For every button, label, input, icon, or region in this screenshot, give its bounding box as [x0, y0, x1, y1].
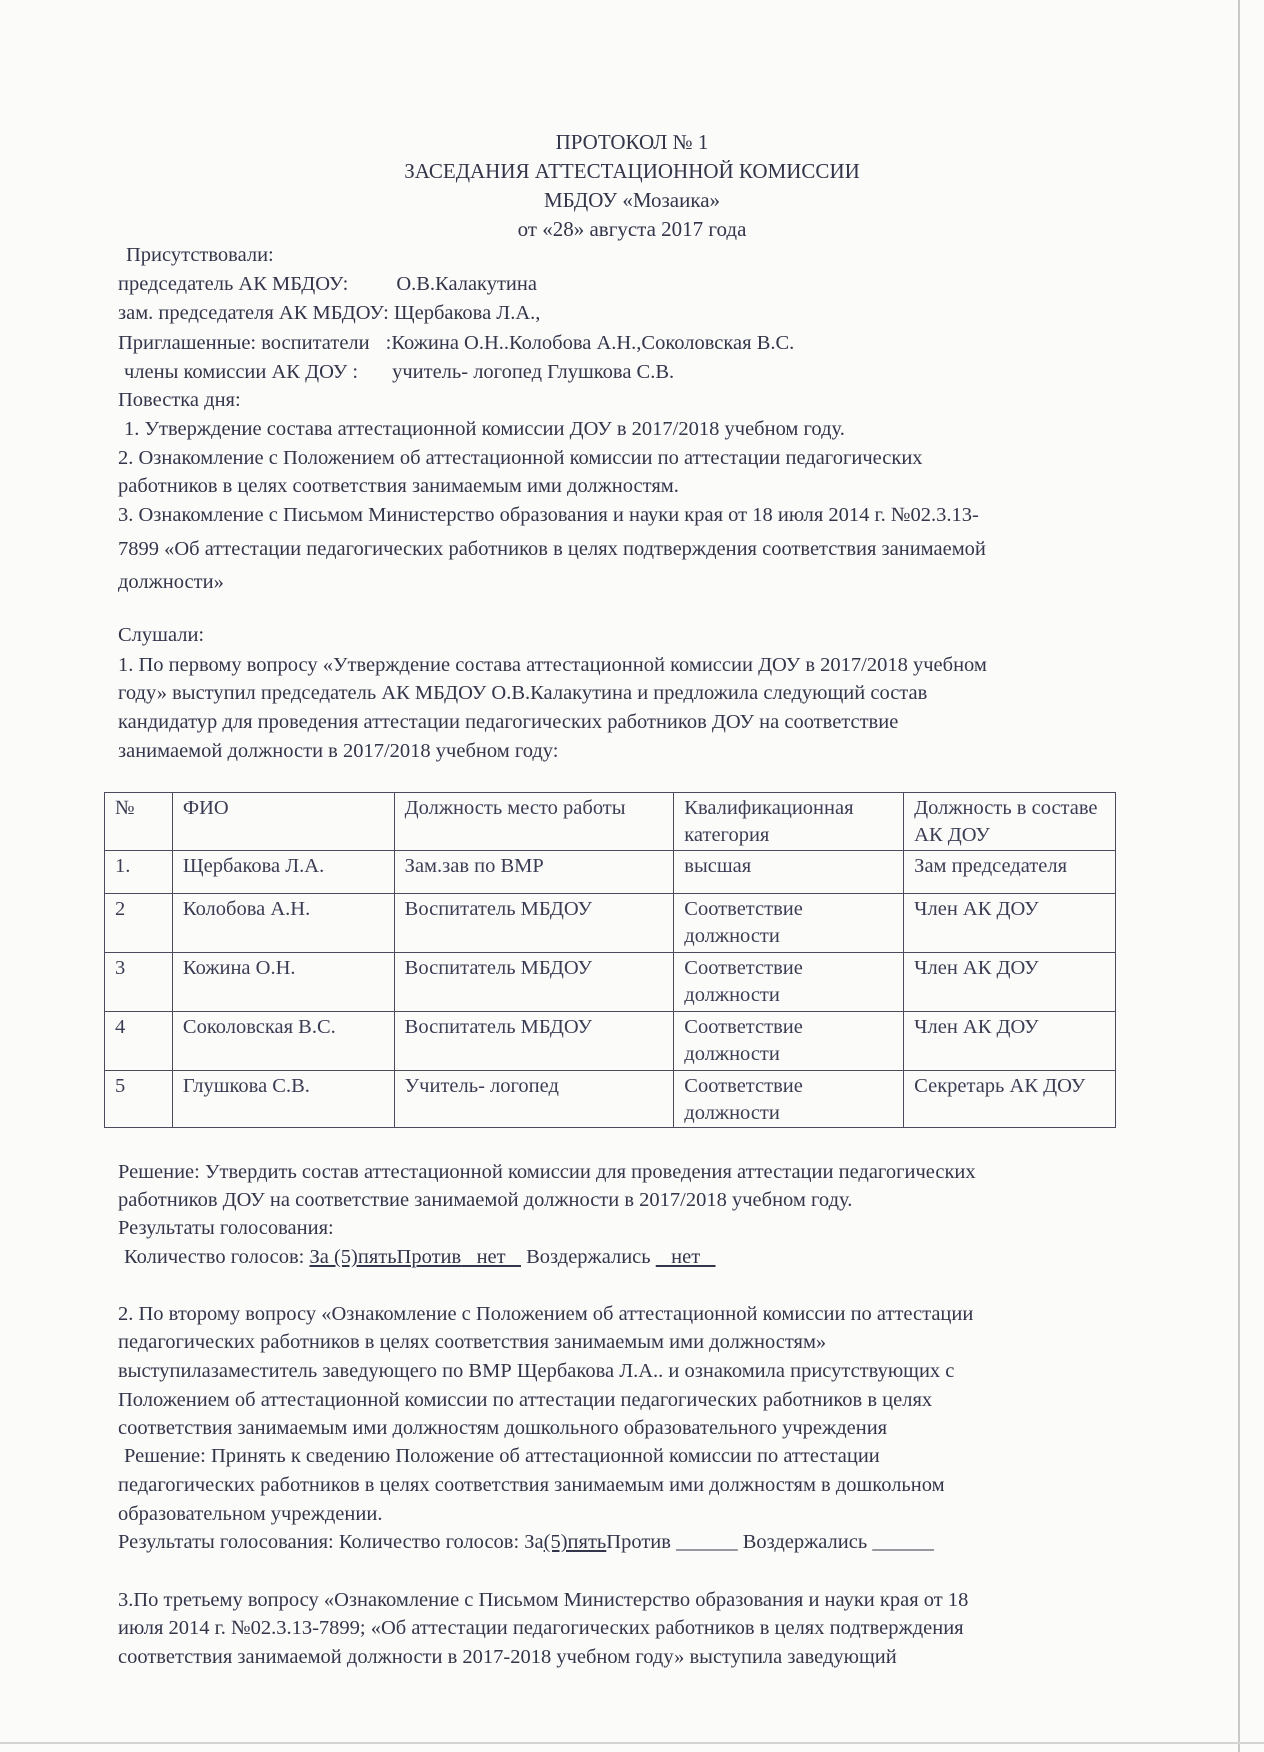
cell-role: Член АК ДОУ: [904, 894, 1116, 953]
title-line: ПРОТОКОЛ № 1: [555, 130, 709, 154]
col-header-num: №: [105, 793, 173, 851]
paragraph-line: занимаемой должности в 2017/2018 учебном году:: [118, 740, 559, 762]
paragraph-line: кандидатур для проведения аттестации педагогических работников ДОУ на соответствие: [118, 711, 899, 733]
vote-against: нет: [461, 1246, 521, 1268]
agenda-item: 1. Утверждение состава аттестационной комиссии ДОУ в 2017/2018 учебном году.: [124, 418, 845, 440]
col-header-fio: ФИО: [172, 793, 394, 851]
decision-line: работников ДОУ на соответствие занимаемой должности в 2017/2018 учебном году.: [118, 1189, 853, 1211]
cell-fio: Глушкова С.В.: [172, 1071, 394, 1128]
cell-category: Соответствие должности: [674, 894, 904, 953]
cell-num: 4: [105, 1012, 173, 1071]
cell-position: Воспитатель МБДОУ: [394, 953, 674, 1012]
heard-label: Слушали:: [118, 624, 205, 646]
paragraph-line: педагогических работников в целях соответствия занимаемым ими должностям в дошкольном: [118, 1474, 945, 1496]
present-label: Присутствовали:: [126, 244, 274, 266]
paragraph-line: соответствия занимаемой должности в 2017-2018 учебном году» выступила заведующий: [118, 1646, 897, 1668]
cell-position: Воспитатель МБДОУ: [394, 894, 674, 953]
paragraph-line: году» выступил председатель АК МБДОУ О.В.Калакутина и предложила следующий состав: [118, 682, 928, 704]
cell-role: Член АК ДОУ: [904, 1012, 1116, 1071]
agenda-item: 3. Ознакомление с Письмом Министерство образования и науки края от 18 июля 2014 г. №02.3.13-: [118, 504, 979, 526]
table-row: [105, 1071, 1116, 1128]
chair-role: председатель АК МБДОУ:: [118, 273, 349, 295]
paragraph-line: июля 2014 г. №02.3.13-7899; «Об аттестации педагогических работников в целях подтверждения: [118, 1617, 964, 1639]
cell-num: 3: [105, 953, 173, 1012]
paragraph-line: 2. По второму вопросу «Ознакомление с Положением об аттестационной комиссии по аттестации: [118, 1303, 974, 1325]
scan-edge: [0, 1742, 1264, 1744]
decision-line: Решение: Утвердить состав аттестационной комиссии для проведения аттестации педагогических: [118, 1161, 976, 1183]
paragraph-line: 3.По третьему вопросу «Ознакомление с Письмом Министерство образования и науки края от 18: [118, 1589, 969, 1611]
members-role: члены комиссии АК ДОУ :: [124, 361, 359, 383]
cell-fio: Соколовская В.С.: [172, 1012, 394, 1071]
table-row: [105, 1012, 1116, 1071]
paragraph-line: педагогических работников в целях соответствия занимаемым ими должностям»: [118, 1331, 827, 1353]
col-header-position: Должность место работы: [394, 793, 674, 851]
members-line: [124, 358, 674, 386]
cell-position: Воспитатель МБДОУ: [394, 1012, 674, 1071]
commission-table: [104, 792, 1116, 1128]
title-line: ЗАСЕДАНИЯ АТТЕСТАЦИОННОЙ КОМИССИИ: [404, 159, 860, 183]
abstained-blank: ______: [872, 1531, 934, 1553]
deputy-line: зам. председателя АК МБДОУ: Щербакова Л.А.,: [118, 302, 541, 324]
scan-edge: [1238, 0, 1240, 1752]
agenda-item: 7899 «Об аттестации педагогических работников в целях подтверждения соответствия занимаемой: [118, 538, 986, 560]
paragraph-line: соответствия занимаемым ими должностям дошкольного образовательного учреждения: [118, 1417, 888, 1439]
abstained-label: Воздержались: [737, 1531, 873, 1553]
cell-position: Зам.зав по ВМР: [394, 851, 674, 894]
invited-line: [118, 329, 794, 357]
table-row: [105, 953, 1116, 1012]
abstained-label: Воздержались: [520, 1246, 656, 1268]
results-label: Результаты голосования:: [118, 1217, 334, 1239]
table-header-row: [105, 793, 1116, 851]
document-title: [0, 128, 1264, 244]
paragraph-line: образовательном учреждении.: [118, 1503, 383, 1525]
paragraph-line: выступилазаместитель заведующего по ВМР Щербакова Л.А.. и ознакомила присутствующих с: [118, 1360, 955, 1382]
cell-fio: Щербакова Л.А.: [172, 851, 394, 894]
paragraph-line: 1. По первому вопросу «Утверждение состава аттестационной комиссии ДОУ в 2017/2018 учебном: [118, 654, 987, 676]
cell-category: высшая: [674, 851, 904, 894]
paragraph-line: Положением об аттестационной комиссии по аттестации педагогических работников в целях: [118, 1389, 933, 1411]
agenda-label: Повестка дня:: [118, 389, 241, 411]
agenda-item: должности»: [118, 571, 224, 593]
cell-category: Соответствие должности: [674, 1012, 904, 1071]
invited-role: Приглашенные: воспитатели: [118, 332, 370, 354]
chair-name: О.В.Калакутина: [396, 273, 537, 295]
cell-position: Учитель- логопед: [394, 1071, 674, 1128]
vote-prefix: Результаты голосования: Количество голосов: За: [118, 1531, 544, 1553]
paragraph-line: Решение: Принять к сведению Положение об аттестационной комиссии по аттестации: [124, 1445, 880, 1467]
cell-fio: Колобова А.Н.: [172, 894, 394, 953]
cell-category: Соответствие должности: [674, 1071, 904, 1128]
against-blank: ______: [676, 1531, 738, 1553]
col-header-role: Должность в составе АК ДОУ: [904, 793, 1116, 851]
table-row: [105, 851, 1116, 894]
cell-category: Соответствие должности: [674, 953, 904, 1012]
chair-line: [118, 270, 537, 298]
against-label: Против: [606, 1531, 671, 1553]
vote-line: [118, 1528, 934, 1556]
cell-role: Зам председателя: [904, 851, 1116, 894]
vote-line: [124, 1243, 716, 1271]
vote-for: (5)пять: [543, 1531, 607, 1553]
col-header-category: Квалификационная категория: [674, 793, 904, 851]
cell-num: 1.: [105, 851, 173, 894]
title-line: МБДОУ «Мозаика»: [543, 188, 721, 212]
cell-role: Член АК ДОУ: [904, 953, 1116, 1012]
invited-names: :Кожина О.Н..Колобова А.Н.,Соколовская В.С.: [385, 332, 795, 354]
cell-role: Секретарь АК ДОУ: [904, 1071, 1116, 1128]
members-names: учитель- логопед Глушкова С.В.: [392, 361, 675, 383]
vote-abstained: нет: [655, 1246, 716, 1268]
cell-num: 5: [105, 1071, 173, 1128]
cell-num: 2: [105, 894, 173, 953]
agenda-item: работников в целях соответствия занимаемым ими должностям.: [118, 475, 679, 497]
vote-prefix: Количество голосов:: [124, 1246, 310, 1268]
title-line: от «28» августа 2017 года: [517, 217, 747, 241]
cell-fio: Кожина О.Н.: [172, 953, 394, 1012]
table-row: [105, 894, 1116, 953]
agenda-item: 2. Ознакомление с Положением об аттестационной комиссии по аттестации педагогических: [118, 447, 923, 469]
vote-for: За (5)пятьПротив: [309, 1246, 462, 1268]
